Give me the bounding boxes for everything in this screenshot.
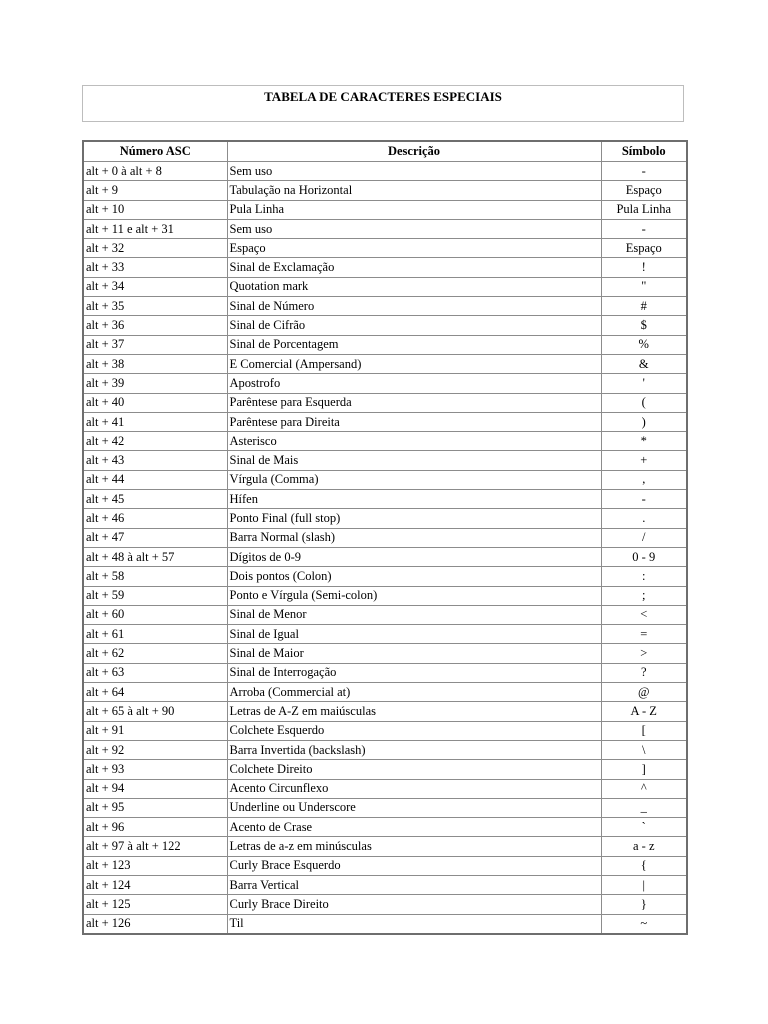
table-body (83, 162, 687, 934)
table-row (83, 470, 687, 489)
cell-ascii-number: alt + 58 (83, 567, 227, 586)
cell-ascii-number: alt + 41 (83, 412, 227, 431)
cell-ascii-number: alt + 94 (83, 779, 227, 798)
cell-ascii-number: alt + 46 (83, 509, 227, 528)
cell-description: Letras de a-z em minúsculas (227, 837, 601, 856)
cell-symbol: + (601, 451, 687, 470)
table-row (83, 567, 687, 586)
table-row (83, 219, 687, 238)
cell-symbol: \ (601, 740, 687, 759)
cell-ascii-number: alt + 95 (83, 798, 227, 817)
cell-ascii-number: alt + 40 (83, 393, 227, 412)
cell-description: Parêntese para Direita (227, 412, 601, 431)
cell-description: Sinal de Cifrão (227, 316, 601, 335)
cell-symbol: - (601, 219, 687, 238)
cell-ascii-number: alt + 64 (83, 683, 227, 702)
cell-symbol: ? (601, 663, 687, 682)
cell-ascii-number: alt + 91 (83, 721, 227, 740)
cell-description: Dois pontos (Colon) (227, 567, 601, 586)
cell-symbol: % (601, 335, 687, 354)
cell-ascii-number: alt + 65 à alt + 90 (83, 702, 227, 721)
page-title: TABELA DE CARACTERES ESPECIAIS (264, 89, 502, 104)
cell-symbol: } (601, 895, 687, 914)
cell-description: Sem uso (227, 162, 601, 181)
table-row (83, 663, 687, 682)
table-row (83, 721, 687, 740)
table-row (83, 297, 687, 316)
cell-ascii-number: alt + 48 à alt + 57 (83, 547, 227, 566)
table-row (83, 374, 687, 393)
cell-ascii-number: alt + 61 (83, 625, 227, 644)
cell-description: Sinal de Exclamação (227, 258, 601, 277)
cell-ascii-number: alt + 96 (83, 818, 227, 837)
cell-ascii-number: alt + 35 (83, 297, 227, 316)
cell-symbol: { (601, 856, 687, 875)
cell-description: Hífen (227, 490, 601, 509)
cell-description: Til (227, 914, 601, 934)
cell-ascii-number: alt + 45 (83, 490, 227, 509)
table-row (83, 162, 687, 181)
cell-description: Curly Brace Direito (227, 895, 601, 914)
cell-description: Acento Circunflexo (227, 779, 601, 798)
table-header-row (83, 141, 687, 162)
cell-description: Underline ou Underscore (227, 798, 601, 817)
table-row (83, 875, 687, 894)
cell-symbol: ( (601, 393, 687, 412)
cell-ascii-number: alt + 10 (83, 200, 227, 219)
cell-description: Barra Invertida (backslash) (227, 740, 601, 759)
cell-ascii-number: alt + 97 à alt + 122 (83, 837, 227, 856)
table-row (83, 181, 687, 200)
cell-description: Quotation mark (227, 277, 601, 296)
cell-symbol: . (601, 509, 687, 528)
cell-symbol: @ (601, 683, 687, 702)
cell-symbol: | (601, 875, 687, 894)
table-row (83, 625, 687, 644)
table-row (83, 239, 687, 258)
table-row (83, 683, 687, 702)
cell-description: Ponto e Vírgula (Semi-colon) (227, 586, 601, 605)
cell-description: Sinal de Interrogação (227, 663, 601, 682)
cell-description: Sinal de Mais (227, 451, 601, 470)
cell-ascii-number: alt + 43 (83, 451, 227, 470)
cell-ascii-number: alt + 0 à alt + 8 (83, 162, 227, 181)
cell-ascii-number: alt + 32 (83, 239, 227, 258)
table-row (83, 200, 687, 219)
cell-description: Tabulação na Horizontal (227, 181, 601, 200)
cell-ascii-number: alt + 37 (83, 335, 227, 354)
cell-symbol: a - z (601, 837, 687, 856)
cell-symbol: " (601, 277, 687, 296)
cell-symbol: ! (601, 258, 687, 277)
cell-symbol: / (601, 528, 687, 547)
cell-symbol: [ (601, 721, 687, 740)
table-row (83, 914, 687, 934)
table-row (83, 316, 687, 335)
cell-symbol: : (601, 567, 687, 586)
header-ascii-number: Número ASC (83, 141, 227, 162)
cell-ascii-number: alt + 62 (83, 644, 227, 663)
cell-ascii-number: alt + 36 (83, 316, 227, 335)
cell-description: Parêntese para Esquerda (227, 393, 601, 412)
cell-ascii-number: alt + 38 (83, 354, 227, 373)
cell-description: Apostrofo (227, 374, 601, 393)
table-row (83, 528, 687, 547)
cell-description: Sinal de Maior (227, 644, 601, 663)
special-characters-table (82, 140, 688, 935)
cell-ascii-number: alt + 33 (83, 258, 227, 277)
table-row (83, 490, 687, 509)
cell-description: Sinal de Número (227, 297, 601, 316)
table-row (83, 798, 687, 817)
cell-ascii-number: alt + 44 (83, 470, 227, 489)
cell-description: Barra Vertical (227, 875, 601, 894)
table-row (83, 393, 687, 412)
table-row (83, 818, 687, 837)
cell-description: Acento de Crase (227, 818, 601, 837)
cell-ascii-number: alt + 9 (83, 181, 227, 200)
table-row (83, 451, 687, 470)
cell-description: Asterisco (227, 432, 601, 451)
cell-symbol: _ (601, 798, 687, 817)
cell-description: Arroba (Commercial at) (227, 683, 601, 702)
cell-symbol: ; (601, 586, 687, 605)
cell-description: Ponto Final (full stop) (227, 509, 601, 528)
cell-ascii-number: alt + 123 (83, 856, 227, 875)
cell-description: E Comercial (Ampersand) (227, 354, 601, 373)
cell-ascii-number: alt + 11 e alt + 31 (83, 219, 227, 238)
cell-description: Colchete Direito (227, 760, 601, 779)
table-row (83, 779, 687, 798)
cell-description: Sinal de Menor (227, 605, 601, 624)
table-row (83, 547, 687, 566)
cell-ascii-number: alt + 39 (83, 374, 227, 393)
table-row (83, 605, 687, 624)
cell-description: Sinal de Igual (227, 625, 601, 644)
header-symbol: Símbolo (601, 141, 687, 162)
cell-ascii-number: alt + 125 (83, 895, 227, 914)
table-row (83, 856, 687, 875)
table-row (83, 895, 687, 914)
cell-description: Sem uso (227, 219, 601, 238)
cell-description: Pula Linha (227, 200, 601, 219)
table-row (83, 277, 687, 296)
cell-symbol: ` (601, 818, 687, 837)
cell-ascii-number: alt + 47 (83, 528, 227, 547)
cell-symbol: & (601, 354, 687, 373)
cell-symbol: < (601, 605, 687, 624)
cell-symbol: # (601, 297, 687, 316)
cell-symbol: A - Z (601, 702, 687, 721)
cell-symbol: - (601, 490, 687, 509)
cell-symbol: , (601, 470, 687, 489)
cell-description: Colchete Esquerdo (227, 721, 601, 740)
cell-ascii-number: alt + 60 (83, 605, 227, 624)
cell-ascii-number: alt + 124 (83, 875, 227, 894)
cell-symbol: $ (601, 316, 687, 335)
table-row (83, 837, 687, 856)
cell-description: Dígitos de 0-9 (227, 547, 601, 566)
cell-symbol: - (601, 162, 687, 181)
cell-symbol: Espaço (601, 181, 687, 200)
table-row (83, 702, 687, 721)
cell-symbol: ~ (601, 914, 687, 934)
cell-ascii-number: alt + 42 (83, 432, 227, 451)
table-row (83, 760, 687, 779)
cell-ascii-number: alt + 34 (83, 277, 227, 296)
cell-symbol: Espaço (601, 239, 687, 258)
cell-description: Letras de A-Z em maiúsculas (227, 702, 601, 721)
cell-description: Curly Brace Esquerdo (227, 856, 601, 875)
cell-description: Vírgula (Comma) (227, 470, 601, 489)
cell-symbol: * (601, 432, 687, 451)
table-row (83, 644, 687, 663)
cell-symbol: > (601, 644, 687, 663)
table-row (83, 509, 687, 528)
table-row (83, 335, 687, 354)
table-row (83, 432, 687, 451)
cell-symbol: ^ (601, 779, 687, 798)
cell-ascii-number: alt + 93 (83, 760, 227, 779)
title-box (82, 85, 684, 122)
cell-symbol: ) (601, 412, 687, 431)
header-description: Descrição (227, 141, 601, 162)
table-row (83, 258, 687, 277)
table-row (83, 412, 687, 431)
cell-ascii-number: alt + 63 (83, 663, 227, 682)
cell-symbol: ] (601, 760, 687, 779)
cell-description: Sinal de Porcentagem (227, 335, 601, 354)
table-row (83, 586, 687, 605)
table-row (83, 740, 687, 759)
cell-ascii-number: alt + 126 (83, 914, 227, 934)
cell-symbol: = (601, 625, 687, 644)
cell-symbol: Pula Linha (601, 200, 687, 219)
cell-description: Espaço (227, 239, 601, 258)
table-row (83, 354, 687, 373)
cell-description: Barra Normal (slash) (227, 528, 601, 547)
cell-ascii-number: alt + 59 (83, 586, 227, 605)
cell-symbol: 0 - 9 (601, 547, 687, 566)
cell-symbol: ' (601, 374, 687, 393)
cell-ascii-number: alt + 92 (83, 740, 227, 759)
